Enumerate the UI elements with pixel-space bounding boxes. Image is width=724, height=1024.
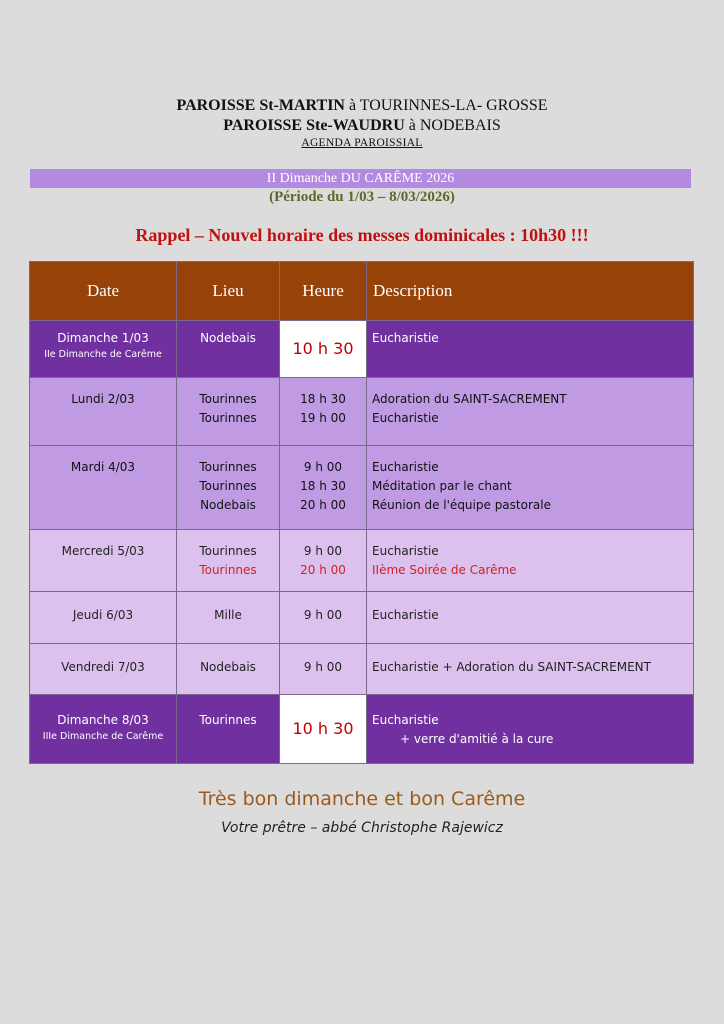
lieu-cell: Tourinnes Tourinnes — [177, 530, 280, 592]
agenda-table — [29, 261, 694, 764]
lieu-cell: Nodebais — [177, 644, 280, 695]
period-text: (Période du 1/03 – 8/03/2026) — [269, 189, 455, 205]
lieu-cell: Mille — [177, 592, 280, 644]
heure-cell: 9 h 00 — [280, 592, 367, 644]
col-header-description: Description — [367, 262, 694, 321]
date-cell: Dimanche 1/03 IIe Dimanche de Carême — [30, 321, 177, 378]
col-header-date: Date — [30, 262, 177, 321]
closing-wish: Très bon dimanche et bon Carême — [198, 788, 526, 810]
page-header — [0, 96, 724, 150]
reminder-text: Rappel – Nouvel horaire des messes dominicales : 10h30 !!! — [135, 225, 589, 245]
date-cell: Lundi 2/03 — [30, 378, 177, 446]
col-header-heure: Heure — [280, 262, 367, 321]
table-row — [30, 446, 694, 530]
heure-cell: 10 h 30 — [280, 695, 367, 764]
desc-cell: Eucharistie — [367, 592, 694, 644]
table-row — [30, 695, 694, 764]
priest-signature: Votre prêtre – abbé Christophe Rajewicz — [221, 820, 503, 836]
date-cell: Mercredi 5/03 — [30, 530, 177, 592]
desc-cell: Eucharistie — [367, 321, 694, 378]
desc-cell: Eucharistie Méditation par le chant Réunion de l'équipe pastorale — [367, 446, 694, 530]
heure-cell: 9 h 00 18 h 30 20 h 00 — [280, 446, 367, 530]
heure-cell: 18 h 30 19 h 00 — [280, 378, 367, 446]
lieu-cell: Tourinnes — [177, 695, 280, 764]
table-header-row — [30, 262, 694, 321]
agenda-subtitle: AGENDA PAROISSIAL — [301, 137, 423, 149]
heure-cell: 9 h 00 — [280, 644, 367, 695]
table-row — [30, 644, 694, 695]
table-row — [30, 530, 694, 592]
table-row — [30, 592, 694, 644]
liturgical-note: IIIe Dimanche de Carême — [42, 731, 164, 742]
heure-cell: 9 h 00 20 h 00 — [280, 530, 367, 592]
liturgical-note: IIe Dimanche de Carême — [44, 349, 162, 360]
date-cell: Dimanche 8/03 IIIe Dimanche de Carême — [30, 695, 177, 764]
week-title-band: II Dimanche DU CARÊME 2026 — [30, 169, 691, 188]
lieu-cell: Tourinnes Tourinnes — [177, 378, 280, 446]
col-header-lieu: Lieu — [177, 262, 280, 321]
desc-cell: Eucharistie + verre d'amitié à la cure — [367, 695, 694, 764]
desc-cell: Eucharistie + Adoration du SAINT-SACREMENT — [367, 644, 694, 695]
lieu-cell: Tourinnes Tourinnes Nodebais — [177, 446, 280, 530]
date-cell: Mardi 4/03 — [30, 446, 177, 530]
parish-line-2: PAROISSE Ste-WAUDRU à NODEBAIS — [223, 117, 501, 134]
heure-cell: 10 h 30 — [280, 321, 367, 378]
desc-cell: Eucharistie IIème Soirée de Carême — [367, 530, 694, 592]
date-cell: Jeudi 6/03 — [30, 592, 177, 644]
parish-line-1: PAROISSE St-MARTIN à TOURINNES-LA- GROSSE — [176, 97, 548, 114]
desc-cell: Adoration du SAINT-SACREMENT Eucharistie — [367, 378, 694, 446]
date-cell: Vendredi 7/03 — [30, 644, 177, 695]
table-row — [30, 378, 694, 446]
lieu-cell: Nodebais — [177, 321, 280, 378]
table-row — [30, 321, 694, 378]
